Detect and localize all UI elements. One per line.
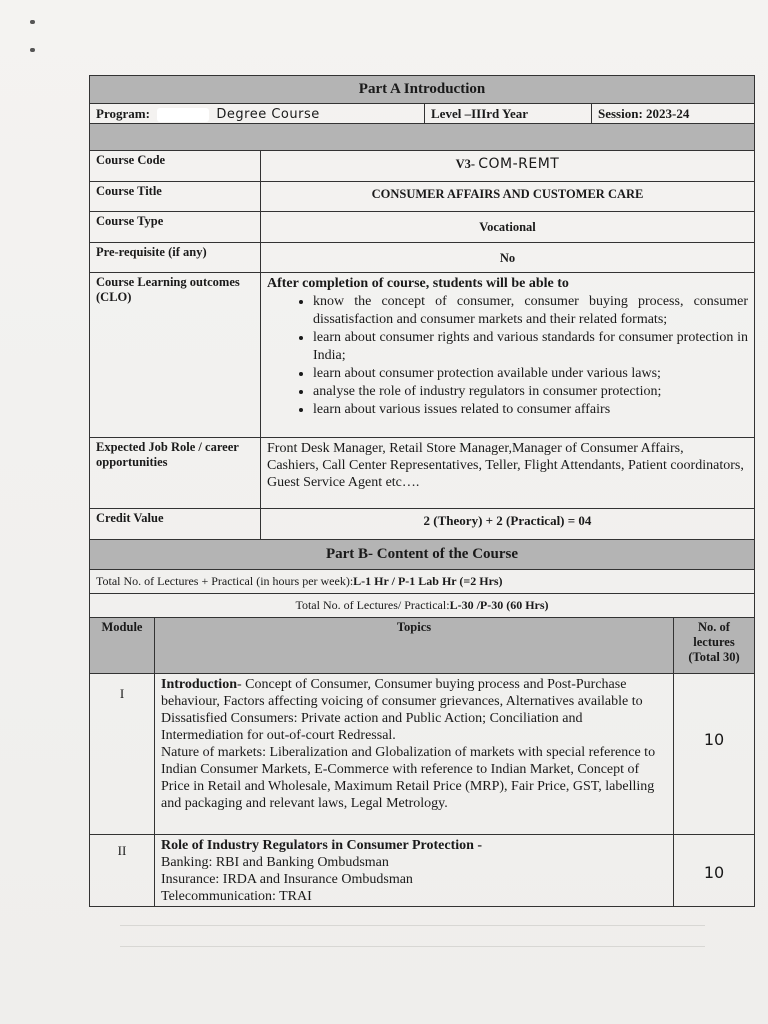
course-code-cell: [260, 151, 754, 181]
module-row: [90, 835, 754, 906]
module-topic-line: Insurance: IRDA and Insurance Ombudsman: [161, 872, 413, 887]
program-row: [90, 104, 754, 124]
module-header: Module: [101, 620, 143, 634]
module-lectures: 10: [673, 835, 754, 906]
module-topics: [154, 835, 673, 906]
course-code-prefix: V3-: [455, 157, 476, 171]
course-type-value: Vocational: [260, 212, 754, 242]
module-heading: Role of Industry Regulators in Consumer Protection -: [161, 838, 483, 853]
course-syllabus-table: [89, 75, 755, 907]
lectures-total-row: [90, 594, 754, 618]
blank-band: [90, 124, 754, 151]
course-title-label: Course Title: [96, 184, 162, 198]
module-heading: Introduction: [161, 677, 237, 692]
prereq-row: [90, 243, 754, 273]
module-topic-line: Telecommunication: TRAI: [161, 889, 312, 904]
part-a-header: [90, 76, 754, 104]
module-number: II: [117, 843, 127, 858]
clo-lead: After completion of course, students will be able to: [267, 276, 569, 291]
topics-header: Topics: [154, 618, 673, 673]
job-role-row: [90, 438, 754, 509]
clo-list: [267, 293, 748, 419]
credit-row: [90, 509, 754, 540]
part-a-title: Part A Introduction: [358, 81, 486, 97]
module-lectures: 10: [673, 674, 754, 834]
punch-mark: [30, 48, 35, 52]
job-role-label: Expected Job Role / career opportunities: [96, 440, 239, 469]
lectures-week-prefix: Total No. of Lectures + Practical (in hours per week):: [96, 574, 354, 588]
course-code-row: [90, 151, 754, 182]
redaction-mark: [157, 108, 209, 122]
module-text: - Concept of Consumer, Consumer buying process and Post-Purchase behaviour, Factors affecting voicing of consumer grievances, Alternatives available to Dissatisfied Consumers: Private action and Public Action; Conciliation and Intermediation for out-of-court Redressal.: [161, 677, 643, 743]
course-type-label: Course Type: [96, 214, 164, 228]
level-value: Level –IIIrd Year: [431, 106, 529, 121]
credit-value: 2 (Theory) + 2 (Practical) = 04: [260, 509, 754, 539]
part-b-title: Part B- Content of the Course: [325, 546, 519, 562]
clo-row: [90, 273, 754, 438]
course-code-label: Course Code: [96, 153, 166, 167]
lectures-header: No. of lectures (Total 30): [673, 618, 754, 673]
clo-label: Course Learning outcomes (CLO): [96, 275, 240, 304]
module-topic-line: Banking: RBI and Banking Ombudsman: [161, 855, 389, 870]
module-number: I: [119, 686, 125, 701]
faint-rule: [120, 946, 705, 947]
prereq-value: No: [260, 243, 754, 272]
program-label: Program:: [96, 106, 150, 121]
clo-cell: [260, 273, 754, 437]
clo-item: • learn about consumer protection available under various laws;: [313, 365, 748, 383]
module-topics: [154, 674, 673, 834]
course-title-row: [90, 182, 754, 212]
job-role-line: Cashiers, Call Center Representatives, Teller, Flight Attendants, Patient coordinators, Guest Service Agent etc….: [267, 458, 744, 490]
module-topic-para: Nature of markets: Liberalization and Globalization of markets with special reference to Indian Consumer Markets, E-Commerce with reference to Indian Market, Concept of Price in Retail and Wholesale, Maximum Retail Price (MRP), Fair Price, GST, labelling and packaging and relevant laws, Legal Metrology.: [161, 745, 656, 811]
job-role-cell: [260, 438, 754, 508]
job-role-line: Front Desk Manager, Retail Store Manager,Manager of Consumer Affairs,: [267, 441, 684, 456]
credit-label: Credit Value: [96, 511, 164, 525]
module-row: [90, 674, 754, 835]
clo-item: • analyse the role of industry regulators in consumer protection;: [313, 383, 748, 401]
session-cell: [591, 104, 754, 123]
level-cell: [424, 104, 591, 123]
lectures-total-prefix: Total No. of Lectures/ Practical:: [295, 598, 450, 612]
module-topic-para: [161, 676, 667, 744]
course-code-value: COM-REMT: [478, 156, 560, 172]
course-title-value: CONSUMER AFFAIRS AND CUSTOMER CARE: [260, 182, 754, 211]
punch-mark: [30, 20, 35, 24]
prereq-label: Pre-requisite (if any): [96, 245, 207, 259]
program-cell: [90, 104, 424, 123]
lectures-week-value: L-1 Hr / P-1 Lab Hr (=2 Hrs): [353, 574, 503, 588]
clo-item: • know the concept of consumer, consumer buying process, consumer dissatisfaction and consumer markets and their related formats;: [313, 293, 748, 329]
lectures-total-value: L-30 /P-30 (60 Hrs): [449, 598, 549, 612]
course-type-row: [90, 212, 754, 243]
clo-item: • learn about various issues related to consumer affairs: [313, 401, 748, 419]
part-b-header: [90, 540, 754, 570]
session-value: Session: 2023-24: [598, 106, 690, 121]
lectures-week-row: [90, 570, 754, 594]
clo-item: • learn about consumer rights and various standards for consumer protection in India;: [313, 329, 748, 365]
module-header-row: [90, 618, 754, 674]
faint-rule: [120, 925, 705, 926]
program-value: Degree Course: [216, 107, 320, 122]
